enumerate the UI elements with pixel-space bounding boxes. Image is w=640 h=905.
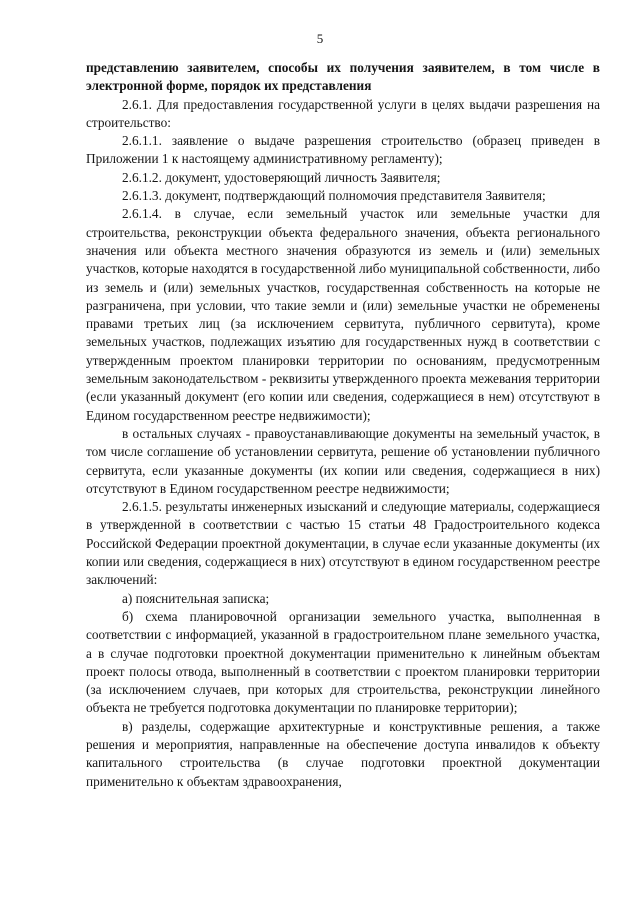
- document-body: [86, 59, 600, 791]
- paragraph-2-6-1-3: 2.6.1.3. документ, подтверждающий полномочия представителя Заявителя;: [122, 188, 546, 204]
- paragraph-2-6-1: 2.6.1. Для предоставления государственной услуги в целях выдачи разрешения на строительство:: [86, 96, 600, 130]
- paragraph-2-6-1-1: 2.6.1.1. заявление о выдаче разрешения строительство (образец приведен в Приложении 1 к настоящему административному регламенту);: [86, 133, 600, 167]
- list-item-a: а) пояснительная записка;: [122, 590, 270, 606]
- section-heading: представлению заявителем, способы их получения заявителем, в том числе в электронной форме, порядок их представления: [86, 60, 600, 94]
- list-item-v: в) разделы, содержащие архитектурные и конструктивные решения, а также решения и мероприятия, направленные на обеспечение доступа инвалидов к объекту капитального строительства (в случае подготовки проектной документации применительно к объектам здравоохранения,: [86, 718, 600, 789]
- paragraph-2-6-1-5: 2.6.1.5. результаты инженерных изысканий и следующие материалы, содержащиеся в утвержденной в соответствии с частью 15 статьи 48 Градостроительного кодекса Российской Федерации проектной документации, в случае если указанные документы (их копии или сведения, содержащиеся в них) отсутствуют в едином государственном реестре заключений:: [86, 499, 600, 588]
- page-number: 5: [316, 31, 324, 46]
- paragraph-2-6-1-4: 2.6.1.4. в случае, если земельный участок или земельные участки для строительства, реконструкции объекта федерального значения, объекта регионального значения или объекта местного значения образуются из земель и (или) земельных участков, которые находятся в государственной либо муниципальной собственности, либо из земель и (или) земельных участков, государственная собственность на которые не разграничена, при условии, что такие земли и (или) земельные участки не обременены правами третьих лиц (за исключением сервитута, публичного сервитута), кроме земельных участков, подлежащих изъятию для государственных нужд в соответствии с утвержденным проектом планировки территории по основаниям, предусмотренным земельным законодательством - реквизиты утвержденного проекта межевания территории (если указанный документ (его копии или сведения, содержащиеся в нем) отсутствуют в Едином государственном реестре недвижимости);: [86, 206, 601, 423]
- list-item-b: б) схема планировочной организации земельного участка, выполненная в соответствии с информацией, указанной в градостроительном плане земельного участка, а в случае подготовки проектной документации применительно к линейным объектам проект полосы отвода, выполненный в соответствии с проектом планировки территории (за исключением случаев, при которых для строительства, реконструкции линейного объекта не требуется подготовка документации по планировке территории);: [86, 608, 600, 716]
- paragraph-2-6-1-2: 2.6.1.2. документ, удостоверяющий личность Заявителя;: [122, 169, 441, 185]
- paragraph-other-cases: в остальных случаях - правоустанавливающие документы на земельный участок, в том числе соглашение об установлении сервитута, решение об установлении публичного сервитута, если указанные документы (их копии или сведения, содержащиеся в них) отсутствуют в Едином государственном реестре недвижимости;: [86, 425, 600, 496]
